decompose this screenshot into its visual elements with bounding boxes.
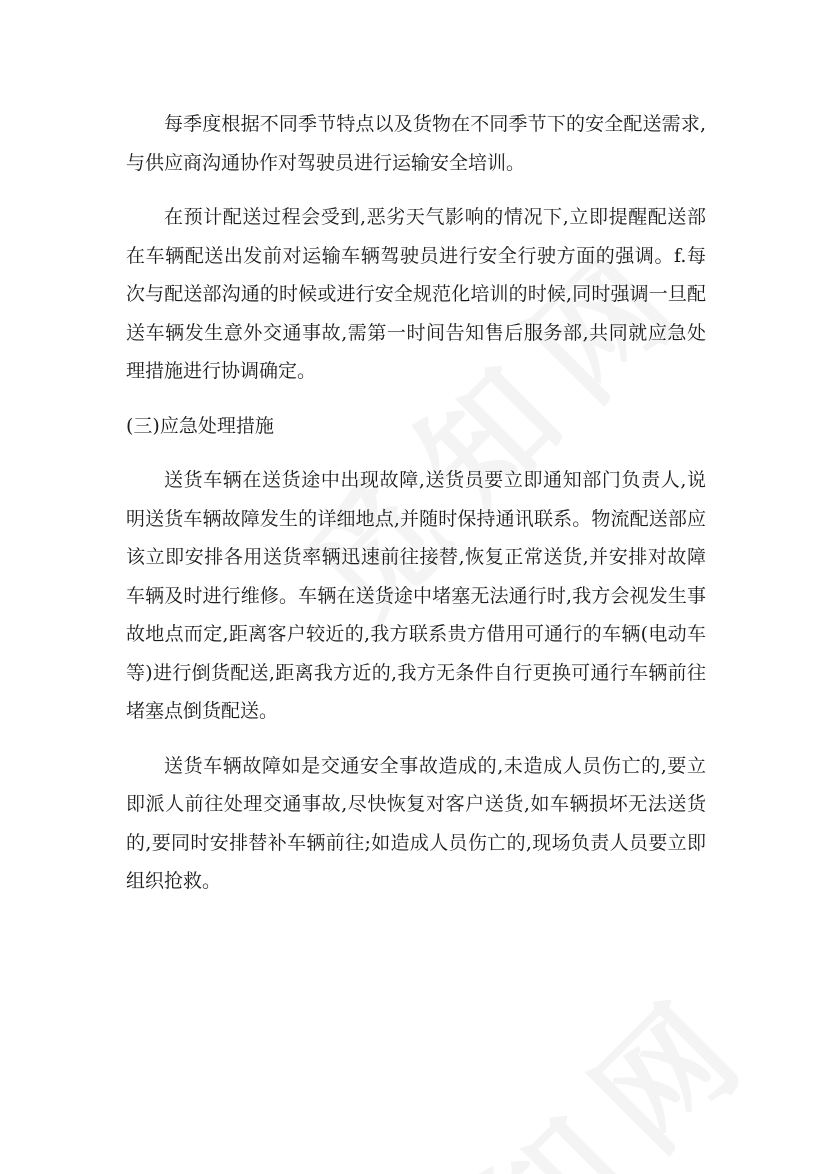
- paragraph-seasonal-training: 每季度根据不同季节特点以及货物在不同季节下的安全配送需求,与供应商沟通协作对驾驶员进行运输安全培训。: [126, 113, 706, 174]
- paragraph-vehicle-breakdown: 送货车辆在送货途中出现故障,送货员要立即通知部门负责人,说明送货车辆故障发生的详细地点,并随时保持通讯联系。物流配送部应该立即安排各用送货率辆迅速前往接替,恢复正常送货,并安排对故障车辆及时进行维修。车辆在送货途中堵塞无法通行时,我方会视发生事故地点而定,距离客户较近的,我方联系贵方借用可通行的车辆(电动车等)进行倒货配送,距离我方近的,我方无条件自行更换可通行车辆前往堵塞点倒货配送。: [126, 469, 706, 722]
- paragraph-weather-reminder: 在预计配送过程会受到,恶劣天气影响的情况下,立即提醒配送部在车辆配送出发前对运输车辆驾驶员进行安全行驶方面的强调。f.每次与配送部沟通的时候或进行安全规范化培训的时候,同时强调一旦配送车辆发生意外交通事故,需第一时间告知售后服务部,共同就应急处理措施进行协调确定。: [126, 206, 706, 382]
- document-body: [126, 105, 706, 917]
- section-heading-emergency-measures: (三)应急处理措施: [126, 414, 274, 437]
- watermark-lower: [323, 940, 790, 1174]
- paragraph-traffic-accident: 送货车辆故障如是交通安全事故造成的,未造成人员伤亡的,要立即派人前往处理交通事故,尽快恢复对客户送货,如车辆损坏无法送货的,要同时安排替补车辆前往;如造成人员伤亡的,现场负责人员要立即组织抢救。: [126, 754, 706, 892]
